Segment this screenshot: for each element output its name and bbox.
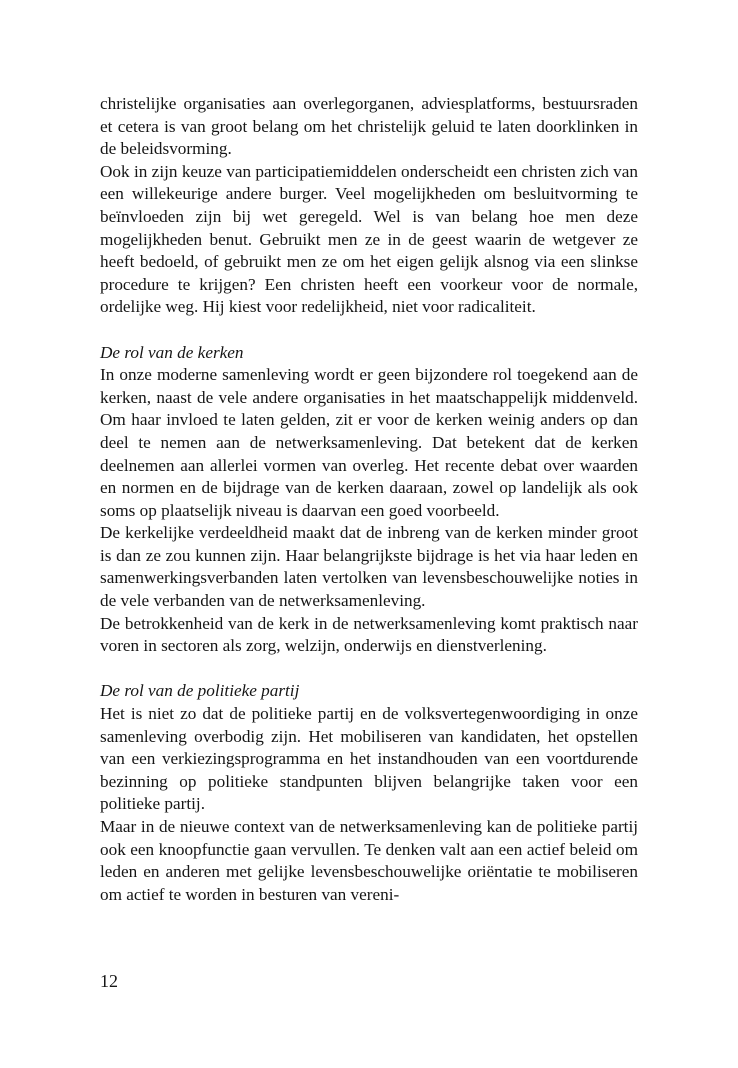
paragraph-churches-1: In onze moderne samenleving wordt er geen bijzondere rol toegekend aan de kerken, naast de vele andere organisaties in het maatschappelijk middenveld. Om haar invloed te laten gelden, zit er voor de kerken weinig anders op dan deel te nemen aan de netwerksamenleving. Dat betekent dat de kerken deelnemen aan allerlei vormen van overleg. Het recente debat over waarden en normen en de bijdrage van de kerken daaraan, zowel op landelijk als ook soms op plaatselijk niveau is daarvan een goed voorbeeld. [100,365,638,520]
page-body [100,93,638,906]
section-spacer [100,319,638,342]
paragraph-churches-3: De betrokkenheid van de kerk in de netwerksamenleving komt praktisch naar voren in sectoren als zorg, welzijn, onderwijs en dienstverlening. [100,613,638,656]
paragraph-intro-2: Ook in zijn keuze van participatiemiddelen onderscheidt een christen zich van een willekeurige andere burger. Veel mogelijkheden om besluitvorming te beïnvloeden zijn bij wet geregeld. Wel is van belang hoe men deze mogelijkheden benut. Gebruikt men ze in de geest waarin de wetgever ze heeft bedoeld, of gebruikt men ze om het eigen gelijk alsnog via een slinkse procedure te krijgen? Een christen heeft een voorkeur voor de normale, ordelijke weg. Hij kiest voor redelijkheid, niet voor radicaliteit. [100,161,638,317]
paragraph-party-2: Maar in de nieuwe context van de netwerksamenleving kan de politieke partij ook een knoopfunctie gaan vervullen. Te denken valt aan een actief beleid om leden en anderen met gelijke levensbeschouwelijke oriëntatie te mobiliseren om actief te worden in besturen van vereni- [100,817,638,904]
paragraph-party-1: Het is niet zo dat de politieke partij en de volksvertegenwoordiging in onze samenleving overbodig zijn. Het mobiliseren van kandidaten, het opstellen van een verkiezingsprogramma en het instandhouden van een voortdurende bezinning op politieke standpunten blijven belangrijke taken voor een politieke partij. [100,704,638,814]
paragraph-churches-2: De kerkelijke verdeeldheid maakt dat de inbreng van de kerken minder groot is dan ze zou kunnen zijn. Haar belangrijkste bijdrage is het via haar leden en samenwerkingsverbanden laten vertolken van levensbeschouwelijke noties in de vele verbanden van de netwerksamenleving. [100,523,638,611]
section-spacer [100,658,638,681]
page-number: 12 [100,971,118,991]
paragraph-intro-1: christelijke organisaties aan overlegorganen, adviesplatforms, bestuursraden et cetera is van groot belang om het christelijk geluid te laten doorklinken in de beleidsvorming. [100,94,638,159]
section-heading-party: De rol van de politieke partij [100,681,300,701]
section-heading-churches: De rol van de kerken [100,342,244,362]
